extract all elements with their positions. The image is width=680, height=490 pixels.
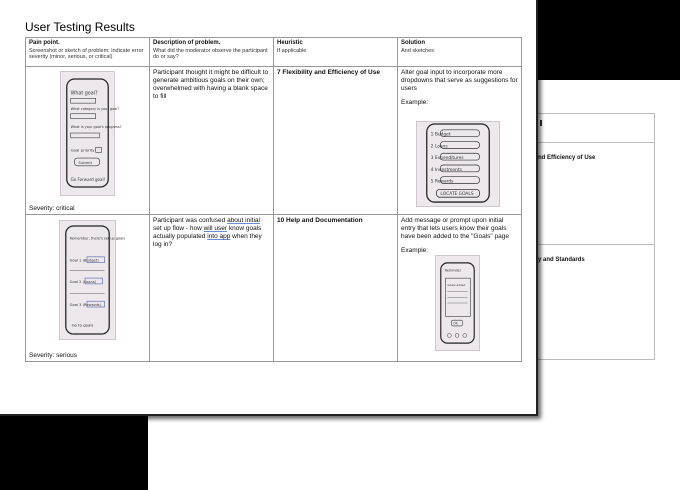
description-underlined-text: into app	[207, 233, 231, 240]
sketch-text: OK	[453, 321, 458, 326]
sketch-text: What is your goal's progress?	[70, 125, 122, 130]
description-underlined-text: will user	[203, 225, 228, 232]
solution-sketch-image	[416, 121, 500, 207]
description-text: know goals actually populated	[153, 225, 262, 240]
solution-text: Add message or prompt upon initial entry that lets users know their goals have been added to the "Goals" page	[401, 217, 509, 240]
severity-label: Severity: critical	[29, 204, 75, 212]
sketch-text: Remember, there's set up goals	[69, 236, 126, 241]
problem-sketch-image	[60, 71, 122, 196]
sketch-text: Goal 1 (Budget)	[69, 258, 99, 263]
header-pain-point	[26, 38, 150, 67]
page-title: User Testing Results	[25, 20, 135, 34]
phone-sketch-drawing	[417, 122, 499, 206]
header-title: Solution	[401, 40, 425, 46]
heuristic-cell	[274, 67, 398, 215]
background-cursor-mark	[540, 120, 542, 126]
problem-description: Participant thought it might be difficult to generate ambitious goals on their own; overwhelmed with having a blank space to fill	[153, 69, 269, 100]
solution-cell	[398, 215, 522, 362]
description-underlined-text: about initial	[227, 217, 260, 224]
sketch-text: Go Forward goal!	[70, 177, 106, 183]
severity-label: Severity: serious	[29, 351, 78, 359]
table-row	[26, 215, 522, 362]
solution-cell	[398, 67, 522, 215]
description-cell	[150, 215, 274, 362]
sketch-text: 2 Loans	[430, 144, 448, 150]
table-row	[26, 67, 522, 215]
sketch-text: Goals added	[447, 282, 466, 287]
heuristic-label: 7 Flexibility and Efficiency of Use	[277, 69, 380, 76]
background-heuristic-1: nd Efficiency of Use	[538, 155, 596, 161]
header-heuristic	[274, 38, 398, 67]
header-title: Heuristic	[277, 40, 303, 46]
example-label: Example:	[401, 99, 429, 106]
header-title: Pain point.	[29, 40, 60, 46]
results-table	[25, 37, 522, 362]
sketch-text: 3 Expenditures	[430, 156, 464, 162]
sketch-text: Submit	[78, 159, 92, 165]
problem-sketch-image	[59, 220, 126, 340]
phone-sketch-drawing	[61, 72, 122, 195]
description-text: Participant was confused	[153, 217, 228, 224]
header-subtitle: What did the moderator observe the participant do or say?	[153, 47, 268, 60]
problem-description	[153, 217, 270, 249]
phone-sketch-drawing	[436, 256, 479, 350]
sketch-text: Goal 3 (Rewards)	[69, 303, 102, 308]
description-text: when they log in?	[153, 233, 262, 248]
solution-text: Alter goal input to incorporate more dropdowns that serve as suggestions for users	[401, 69, 518, 92]
header-subtitle: If applicable	[277, 47, 307, 54]
sketch-text: LOCATE GOALS	[440, 192, 474, 198]
sketch-text: What goal?	[70, 91, 98, 97]
header-description	[150, 38, 274, 67]
sketch-text: Go to goals	[71, 322, 94, 328]
sketch-text: What category is your goal?	[70, 106, 120, 111]
description-cell	[150, 67, 274, 215]
sketch-text: Reminder	[444, 268, 462, 273]
sketch-text: 5 Rewards	[430, 179, 454, 185]
sketch-text: 4 Investments	[430, 167, 462, 173]
header-subtitle: Screenshot or sketch of problem; indicate error severity (minor, serious, or critical)	[29, 47, 144, 60]
example-label: Example:	[401, 247, 429, 254]
solution-sketch-image	[435, 255, 480, 351]
header-solution	[398, 38, 522, 67]
description-text: set up flow - how	[153, 225, 204, 232]
sketch-text: Goal priority	[70, 147, 95, 153]
phone-sketch-drawing	[60, 221, 126, 339]
pain-point-cell	[26, 67, 150, 215]
sketch-text: 1 Budget	[430, 132, 451, 138]
header-subtitle: And sketches	[401, 47, 435, 54]
background-heuristic-2: y and Standards	[538, 257, 585, 263]
pain-point-cell	[26, 215, 150, 362]
table-header-row	[26, 38, 522, 67]
heuristic-cell	[274, 215, 398, 362]
header-title: Description of problem.	[153, 40, 221, 46]
sketch-text: Goal 2 (Loans)	[69, 279, 97, 284]
heuristic-label: 10 Help and Documentation	[277, 217, 363, 224]
